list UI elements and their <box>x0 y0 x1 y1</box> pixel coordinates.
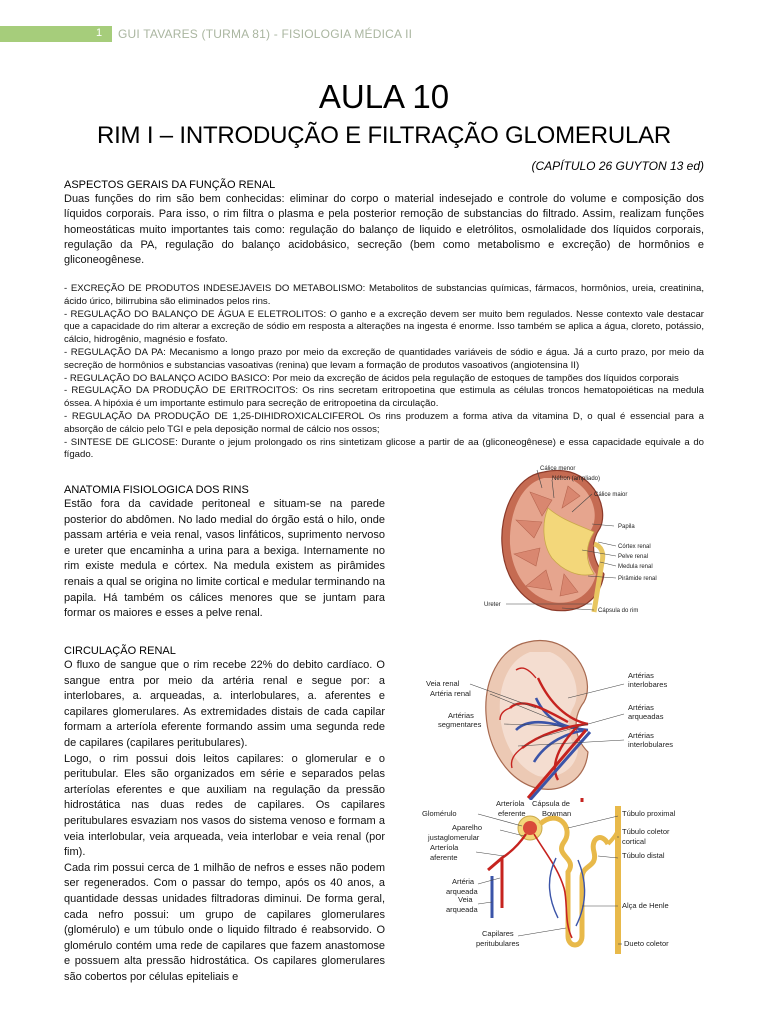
afferent-arteriole <box>502 834 526 858</box>
label-cortex: Córtex renal <box>618 544 651 550</box>
label-interlobulares-line2: interlobulares <box>628 740 674 749</box>
label-interlobulares <box>628 731 673 749</box>
label-aferente-line1: Arteríola <box>430 843 459 852</box>
chapter-reference: (CAPÍTULO 26 GUYTON 13 ed) <box>531 159 704 173</box>
label-segmentares-line1: Artérias <box>448 711 474 720</box>
section-heading-circulacao: CIRCULAÇÃO RENAL <box>64 645 176 657</box>
label-aparelho-line1: Aparelho <box>452 823 483 832</box>
paragraph-circulacao-1: O fluxo de sangue que o rim recebe 22% do debito cardíaco. O sangue entra por meio da artéria renal e segue por: a interlobares, a. arqueadas, a. interlobulares, a. aferentes e capilares glomerulares. As extremidades distais de cada capilar formam a arteríola eferente formando assim uma segunda rede de capilares (capilares peritubulares). <box>64 659 385 749</box>
label-ureter: Ureter <box>484 602 501 608</box>
paragraph-funcao-renal: Duas funções do rim são bem conhecidas: eliminar do corpo o material indesejado e controle do volume e composição dos líquidos corporais. Para isso, o rim filtra o plasma e pela posterior remoção de substancias do filtrado. Assim, realizam funções homeostáticas muito importantes tais como: regulação do balanço de liquido e eletrólitos, osmolalidade dos líquidos corporais, regulação da PA, regulação do balanço acidobásico, secreção (bem como metabolismo e excreção) de hormônios e gliconeogênese. <box>64 193 704 267</box>
label-aparelho-line2: justaglomerular <box>428 833 480 842</box>
label-arteria-renal: Artéria renal <box>430 689 471 698</box>
label-tubulo-coletor-line1: Túbulo coletor <box>622 827 670 836</box>
label-aferente <box>430 843 460 862</box>
label-arteria-arqueada <box>446 877 479 896</box>
label-bowman-line2: Bowman <box>542 809 572 818</box>
arcuate-artery <box>488 858 502 908</box>
label-peritubulares-line2: peritubulares <box>476 939 520 948</box>
label-capsula: Cápsula do rim <box>598 608 639 614</box>
label-aferente-line2: aferente <box>430 853 458 862</box>
page-number: 1 <box>95 27 103 39</box>
paragraph-anatomia: Estão fora da cavidade peritoneal e situam-se na parede posterior do abdômen. No lado medial do órgão está o hilo, onde passam artéria e veia renal, vasos linfáticos, suprimento nervoso e ureter que encaminha a urina para a bexiga. Internamente no rim existe medula e córtex. Na medula existem as pirâmides renais a qual se origina no limite cortical e medular terminando na papila. Há também os cálices menores que se juntam para formar os maiores e esses a pelve renal. <box>64 498 386 620</box>
label-capilares-peritubulares <box>476 929 520 948</box>
label-arteria-arqueada-line2: arqueada <box>446 887 478 896</box>
label-veia-renal: Veia renal <box>426 679 460 688</box>
label-tubulo-coletor-line2: cortical <box>622 837 646 846</box>
label-calice-maior: Cálice maior <box>594 492 628 498</box>
label-bowman-line1: Cápsula de <box>532 799 570 808</box>
label-arteria-arqueada-line1: Artéria <box>452 877 475 886</box>
circulation-text <box>64 658 385 985</box>
running-title: GUI TAVARES (TURMA 81) - FISIOLOGIA MÉDICA II <box>118 27 413 41</box>
label-veia-arqueada-line2: arqueada <box>446 905 478 914</box>
nephron-figure <box>418 798 708 958</box>
label-veia-arqueada-line1: Veia <box>458 895 473 904</box>
list-item: - REGULAÇÃO DO BALANÇO ACIDO BASICO: Por meio da excreção de ácidos pela regulação de estoques de tampões dos líquidos corporais <box>64 372 679 384</box>
label-segmentares-line2: segmentares <box>438 720 482 729</box>
label-alca-henle: Alça de Henle <box>622 901 669 910</box>
label-nefron: Néfron (ampliado) <box>552 476 601 482</box>
label-glomerulo: Glomérulo <box>422 809 457 818</box>
label-interlobulares-line1: Artérias <box>628 731 654 740</box>
label-eferente-line1: Arteríola <box>496 799 525 808</box>
label-tubulo-distal: Túbulo distal <box>622 851 665 860</box>
label-papila: Papila <box>618 524 635 530</box>
page-subtitle: RIM I – INTRODUÇÃO E FILTRAÇÃO GLOMERULAR <box>96 122 672 149</box>
paragraph-circulacao-3: Cada rim possui cerca de 1 milhão de nefros e esses não podem ser regenerados. Com o passar do tempo, após os 40 anos, a quantidade dessas unidades filtradoras diminui. De forma geral, cada nefro possui: um grupo de capilares glomerulares (glomérulo) e um túbulo onde o liquido filtrado é reabsorvido. O glomérulo contém uma rede de capilares que fazem anastomose e possuem alta pressão hidrostática. Os capilares glomerulares são cobertos por células epiteliais e <box>64 861 385 983</box>
kidney-anatomy-figure <box>482 462 708 614</box>
label-veia-arqueada <box>446 895 479 914</box>
label-eferente <box>496 799 526 818</box>
label-eferente-line2: eferente <box>498 809 526 818</box>
list-item: - EXCREÇÃO DE PRODUTOS INDESEJAVEIS DO METABOLISMO: Metabolitos de substancias químicas, fármacos, hormônios, ureia, creatinina, ácido úrico, bilirrubina são eliminados pelos rins. <box>64 283 704 307</box>
list-item: - REGULAÇÃO DA PRODUÇÃO DE ERITROCITOS: Os rins secretam eritropoetina que estimula as células troncos hematopoiéticas na medula óssea. A hipóxia é um importante estimulo para secreção de eritropoetina da circulação. <box>64 385 704 410</box>
label-piramide: Pirâmide renal <box>618 576 657 582</box>
label-aparelho <box>427 823 484 842</box>
label-leaders <box>476 814 622 944</box>
label-arqueadas <box>628 703 664 721</box>
label-segmentares <box>438 711 482 729</box>
glomerulus-tuft <box>523 821 537 835</box>
page-title: AULA 10 <box>318 78 450 115</box>
label-medula: Medula renal <box>618 564 653 570</box>
section-heading-funcao-renal: ASPECTOS GERAIS DA FUNÇÃO RENAL <box>64 179 276 191</box>
paragraph-circulacao-2: Logo, o rim possui dois leitos capilares: o glomerular e o peritubular. Eles são organizados em série e separados pelas arteríolas eferentes e que auxiliam na regulação da pressão hidrostática nas duas redes de capilares. Os capilares peritubulares esvaziam nos vasos do sistema venoso e formam a veia interlobular, veia arqueada, veia interlobar e veia renal (por fim). <box>64 752 385 859</box>
function-list <box>64 283 704 462</box>
label-ducto-coletor: Dueto coletor <box>624 939 669 948</box>
section-heading-anatomia: ANATOMIA FISIOLOGICA DOS RINS <box>64 484 249 496</box>
label-arqueadas-line2: arqueadas <box>628 712 664 721</box>
renal-circulation-figure <box>418 638 708 800</box>
label-interlobares-line2: interlobares <box>628 680 668 689</box>
label-bowman <box>532 799 572 818</box>
list-item: - REGULAÇÃO DA PA: Mecanismo a longo prazo por meio da excreção de quantidades variáveis de sódio e água. Já a curto prazo, por meio da secreção de hormônios e substancias vasoativas (renina) que levam a formação de produtos vasoativos (angiotensina II) <box>64 346 704 371</box>
label-interlobares <box>628 671 667 689</box>
label-pelve: Pelve renal <box>618 554 649 560</box>
list-item: - REGULAÇÃO DA PRODUÇÃO DE 1,25-DIHIDROXICALCIFEROL Os rins produzem a forma ativa da vitamina D, o qual é essencial para a absorção de cálcio pelo TGI e pela deposição normal de cálcio nos ossos; <box>64 410 704 435</box>
list-item: - REGULAÇÃO DO BALANÇO DE ÁGUA E ELETROLITOS: O ganho e a excreção devem ser muito bem regulados. Nesse contexto vale destacar que a capacidade do rim alterar a excreção de sódio em resposta a alterações na ingesta é enorme. Isso também se aplica a água, cloreto, potássio, cálcio, hidrogênio, magnésio e fosfato. <box>64 308 704 346</box>
running-header <box>0 26 768 43</box>
list-item: - SINTESE DE GLICOSE: Durante o jejum prolongado os rins sintetizam glicose a partir de aa (gliconeogênese) e essa capacidade equivale a do fígado. <box>64 436 704 461</box>
label-arqueadas-line1: Artérias <box>628 703 654 712</box>
label-calice-menor: Cálice menor <box>540 466 576 472</box>
label-tubulo-proximal: Túbulo proximal <box>622 809 676 818</box>
label-interlobares-line1: Artérias <box>628 671 654 680</box>
label-tubulo-coletor <box>622 827 672 846</box>
label-peritubulares-line1: Capilares <box>482 929 514 938</box>
